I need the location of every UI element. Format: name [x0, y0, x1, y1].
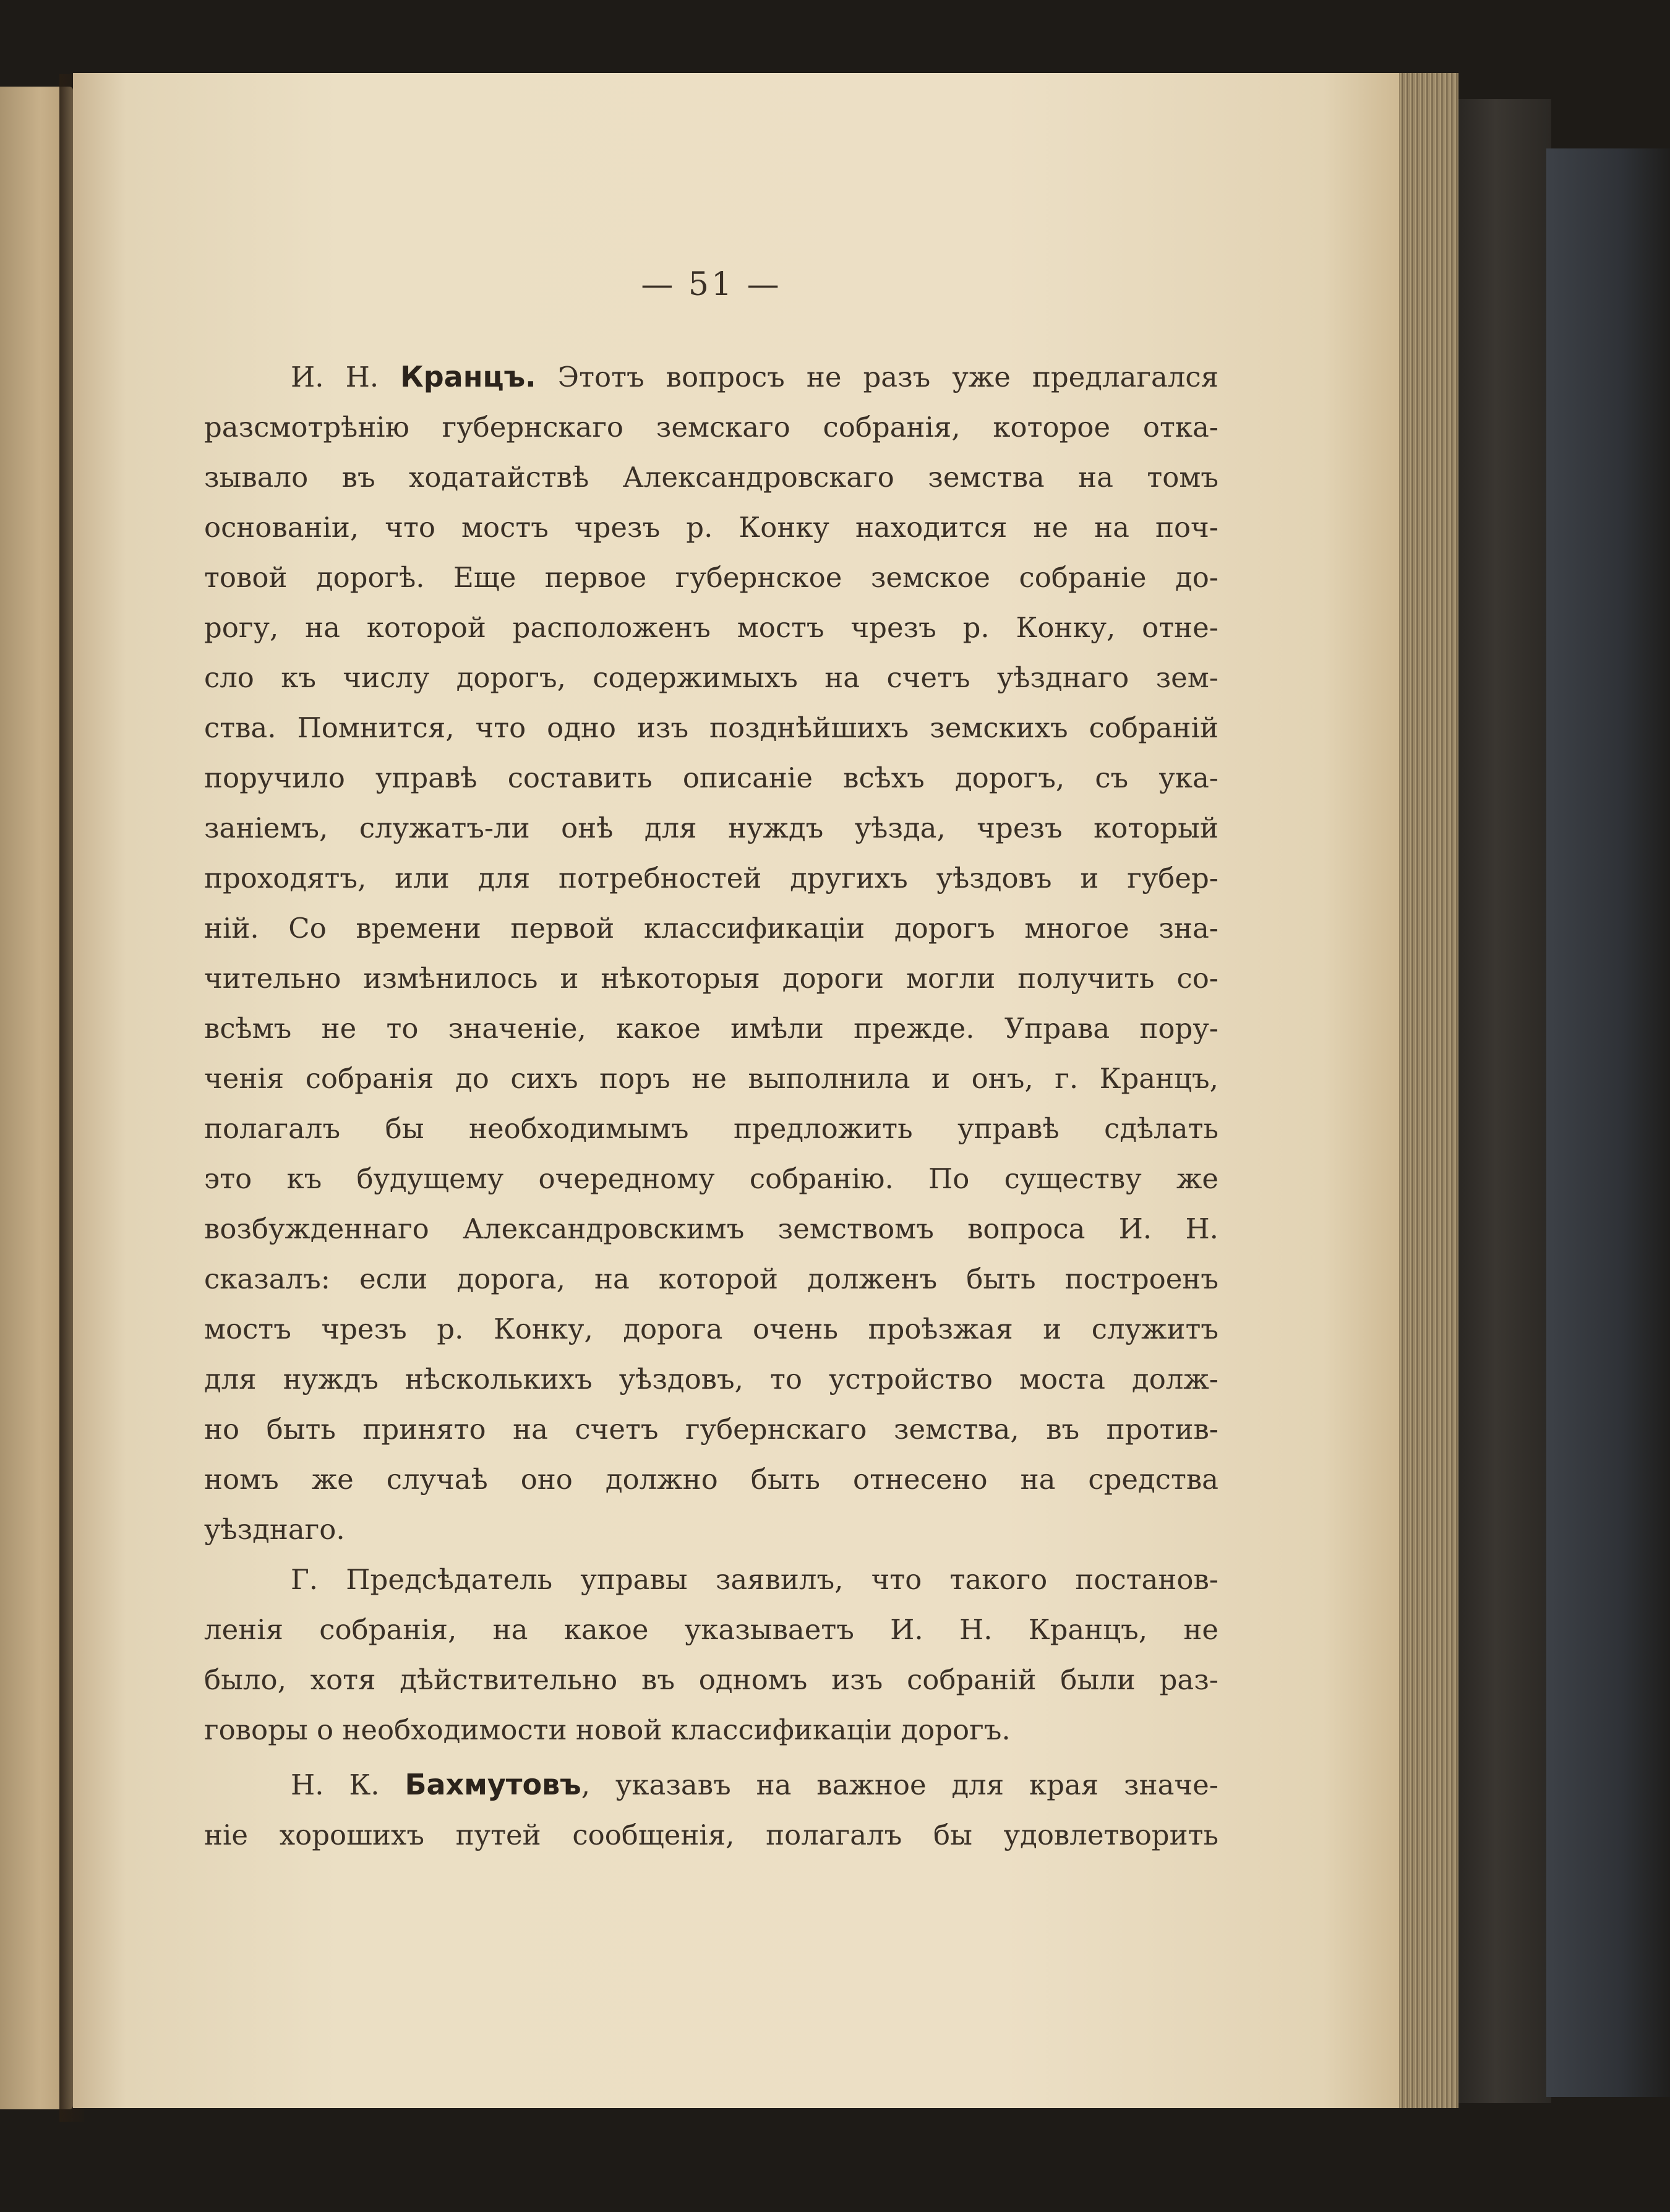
text-line: уѣзднаго.	[204, 1513, 345, 1546]
text-line: чительно измѣнилось и нѣкоторыя дороги могли получить со-	[204, 962, 1218, 995]
page-number: — 51 —	[641, 266, 782, 303]
speaker-name: Бахмутовъ	[405, 1768, 581, 1801]
speaker-initials: Н. К.	[291, 1768, 380, 1801]
speaker-name: Кранцъ.	[400, 360, 536, 393]
text-line: заніемъ, служатъ-ли онѣ для нуждъ уѣзда, чрезъ который	[204, 812, 1218, 844]
text-line: ній. Со времени первой классификаціи дорогъ многое зна-	[204, 912, 1218, 945]
text-line: рогу, на которой расположенъ мостъ чрезъ р. Конку, отне-	[204, 611, 1218, 644]
text-line: возбужденнаго Александровскимъ земствомъ вопроса И. Н.	[204, 1212, 1218, 1245]
text-line: сказалъ: если дорога, на которой долженъ быть построенъ	[204, 1262, 1218, 1295]
page-edges	[1399, 73, 1458, 2108]
speaker-initials: И. Н.	[291, 361, 379, 393]
book-cover-side	[1546, 148, 1670, 2097]
paragraph-gap	[204, 1755, 1218, 1760]
text-line: ченія собранія до сихъ поръ не выполнила и онъ, г. Кранцъ,	[204, 1062, 1218, 1095]
text-line: говоры о необходимости новой классификаціи дорогъ.	[204, 1713, 1011, 1746]
text-line: Г. Предсѣдатель управы заявилъ, что такого постанов-	[291, 1563, 1218, 1596]
page-text	[204, 260, 1218, 1860]
text-line-content: Этотъ вопросъ не разъ уже предлагался	[536, 361, 1218, 393]
text-line	[204, 352, 1218, 402]
text-line: это къ будущему очередному собранію. По существу же	[204, 1162, 1218, 1195]
text-line: зывало въ ходатайствѣ Александровскаго земства на томъ	[204, 461, 1218, 494]
text-line: сло къ числу дорогъ, содержимыхъ на счетъ уѣзднаго зем-	[204, 661, 1218, 694]
text-line: было, хотя дѣйствительно въ одномъ изъ собраній были раз-	[204, 1663, 1218, 1696]
text-line: ленія собранія, на какое указываетъ И. Н. Кранцъ, не	[204, 1613, 1218, 1646]
text-line: проходятъ, или для потребностей другихъ уѣздовъ и губер-	[204, 862, 1218, 894]
paragraph-chairman	[204, 1554, 1218, 1755]
paragraph-krantz	[204, 352, 1218, 1554]
text-line: поручило управѣ составить описаніе всѣхъ дорогъ, съ ука-	[204, 761, 1218, 794]
paragraph-bakhmutov	[204, 1760, 1218, 1860]
text-line: ства. Помнится, что одно изъ позднѣйшихъ земскихъ собраній	[204, 711, 1218, 744]
text-line: ніе хорошихъ путей сообщенія, полагалъ бы удовлетворить	[204, 1819, 1218, 1851]
text-line: разсмотрѣнію губернскаго земскаго собранія, которое отка-	[204, 411, 1218, 444]
text-line	[204, 1760, 1218, 1810]
text-line: но быть принято на счетъ губернскаго земства, въ против-	[204, 1413, 1218, 1446]
text-line: полагалъ бы необходимымъ предложить управѣ сдѣлать	[204, 1112, 1218, 1145]
text-line: основаніи, что мостъ чрезъ р. Конку находится не на поч-	[204, 511, 1218, 544]
text-line: мостъ чрезъ р. Конку, дорога очень проѣзжая и служитъ	[204, 1313, 1218, 1345]
text-line: номъ же случаѣ оно должно быть отнесено на средства	[204, 1463, 1218, 1496]
text-line: товой дорогѣ. Еще первое губернское земское собраніе до-	[204, 561, 1218, 594]
text-line: всѣмъ не то значеніе, какое имѣли прежде. Управа пору-	[204, 1012, 1218, 1045]
text-line: для нуждъ нѣсколькихъ уѣздовъ, то устройство моста долж-	[204, 1363, 1218, 1395]
book-cover-edge	[1458, 99, 1551, 2103]
text-line-content: , указавъ на важное для края значе-	[581, 1768, 1218, 1801]
